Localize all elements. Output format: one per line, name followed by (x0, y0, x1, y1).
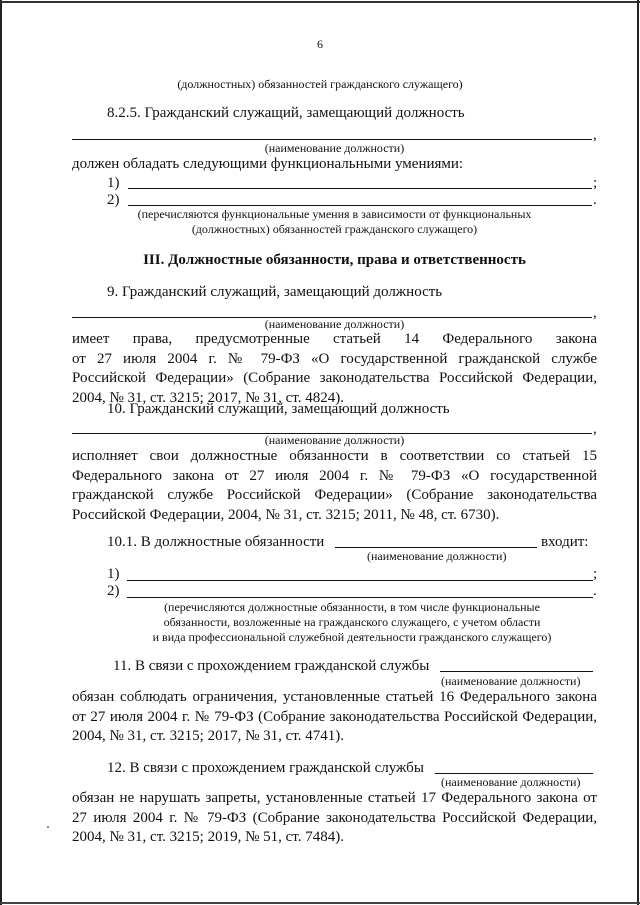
section-10-paragraph (72, 447, 597, 525)
scan-edge-top (0, 1, 640, 3)
skills-note-line: (должностных) обязанностей гражданского служащего) (191, 222, 478, 236)
duty-item-end: . (593, 583, 597, 599)
duty-item-end: ; (593, 566, 598, 582)
section-11-title: 11. В связи с прохождением гражданской службы (113, 658, 430, 674)
paragraph-line: 27 июля 2004 г. № 79-ФЗ (Собрание законодательства Российской Федерации, (72, 809, 597, 826)
paragraph-line: от 27 июля 2004 г. № 79-ФЗ «О государственной гражданской службе (72, 350, 597, 367)
duties-note-line: (перечисляются должностные обязанности, в том числе функциональные (164, 600, 540, 614)
section-12-title: 12. В связи с прохождением гражданской службы (107, 760, 424, 776)
position-name-caption: (наименование должности) (441, 674, 581, 688)
page-number: 6 (317, 37, 323, 51)
duties-note-line: обязанности, возложенные на гражданского служащего, с учетом области (163, 615, 541, 629)
scan-edge-left (0, 0, 2, 905)
paragraph-line: 2004, № 31, ст. 3215; 2017, № 31, ст. 4741). (72, 728, 344, 744)
section-heading: III. Должностные обязанности, права и ответственность (143, 252, 526, 268)
paragraph-line: исполняет свои должностные обязанности в соответствии со статьей 15 (72, 448, 597, 464)
section-8-2-5-title: 8.2.5. Гражданский служащий, замещающий должность (107, 105, 465, 121)
position-name-caption: (наименование должности) (264, 317, 405, 331)
section-12-paragraph (72, 789, 597, 848)
paragraph-line: обязан соблюдать ограничения, установленные статьей 16 Федерального закона (72, 689, 597, 705)
paragraph-line: имеет права, предусмотренные статьей 14 Федерального закона (72, 331, 597, 347)
blank-comma: , (593, 127, 597, 143)
section-10-1-tail: входит: (541, 534, 589, 550)
top-caption: (должностных) обязанностей гражданского служащего) (177, 77, 463, 91)
position-name-blank (72, 139, 592, 140)
paragraph-line: гражданской службе Российской Федерации» (Собрание законодательства (72, 487, 597, 503)
skill-item-end: . (593, 192, 597, 208)
section-10-1-title: 10.1. В должностные обязанности (107, 534, 325, 550)
duties-note-line: и вида профессиональной служебной деятельности гражданского служащего) (152, 630, 552, 644)
position-name-caption: (наименование должности) (264, 433, 405, 447)
skills-lead: должен обладать следующими функциональными умениями: (72, 156, 464, 172)
duty-item-num: 1) (107, 566, 120, 582)
skill-item-end: ; (593, 175, 598, 191)
duty-item-num: 2) (107, 583, 120, 599)
paragraph-line: Федерального закона от 27 июля 2004 г. № 79-ФЗ «О государственной (72, 467, 597, 484)
scan-edge-bottom (0, 902, 640, 904)
position-name-caption: (наименование должности) (264, 141, 405, 155)
skill-item-blank (128, 188, 592, 189)
skill-item-num: 1) (107, 175, 120, 191)
section-11-paragraph (72, 688, 597, 747)
position-name-caption: (наименование должности) (367, 549, 507, 563)
skill-item-blank (128, 205, 592, 206)
scan-edge-right (637, 0, 639, 905)
section-10-title: 10. Гражданский служащий, замещающий должность (107, 401, 450, 417)
duty-item-blank (127, 580, 593, 581)
blank-comma: , (593, 305, 597, 321)
position-name-caption: (наименование должности) (441, 775, 581, 789)
position-name-blank (335, 547, 537, 548)
paragraph-line: Российской Федерации» (Собрание законодательства Российской Федерации, (72, 370, 597, 386)
skills-note-line: (перечисляются функциональные умения в зависимости от функциональных (137, 207, 532, 221)
skill-item-num: 2) (107, 192, 120, 208)
paragraph-line: 2004, № 31, ст. 3215; 2019, № 51, ст. 7484). (72, 829, 344, 845)
scan-speck (47, 826, 49, 828)
paragraph-line: от 27 июля 2004 г. № 79-ФЗ (Собрание законодательства Российской Федерации, (72, 708, 597, 725)
paragraph-line: обязан не нарушать запреты, установленные статьей 17 Федерального закона от (72, 790, 597, 806)
paragraph-line: 2004, № 31, ст. 3215; 2017, № 31, ст. 4824). (72, 389, 344, 406)
position-name-blank (440, 671, 593, 672)
section-9-paragraph (72, 330, 597, 408)
section-9-title: 9. Гражданский служащий, замещающий должность (107, 284, 443, 300)
position-name-blank (435, 773, 593, 774)
duty-item-blank (127, 597, 593, 598)
blank-comma: , (593, 421, 597, 437)
paragraph-line: Российской Федерации, 2004, № 31, ст. 3215; 2011, № 48, ст. 6730). (72, 506, 500, 523)
